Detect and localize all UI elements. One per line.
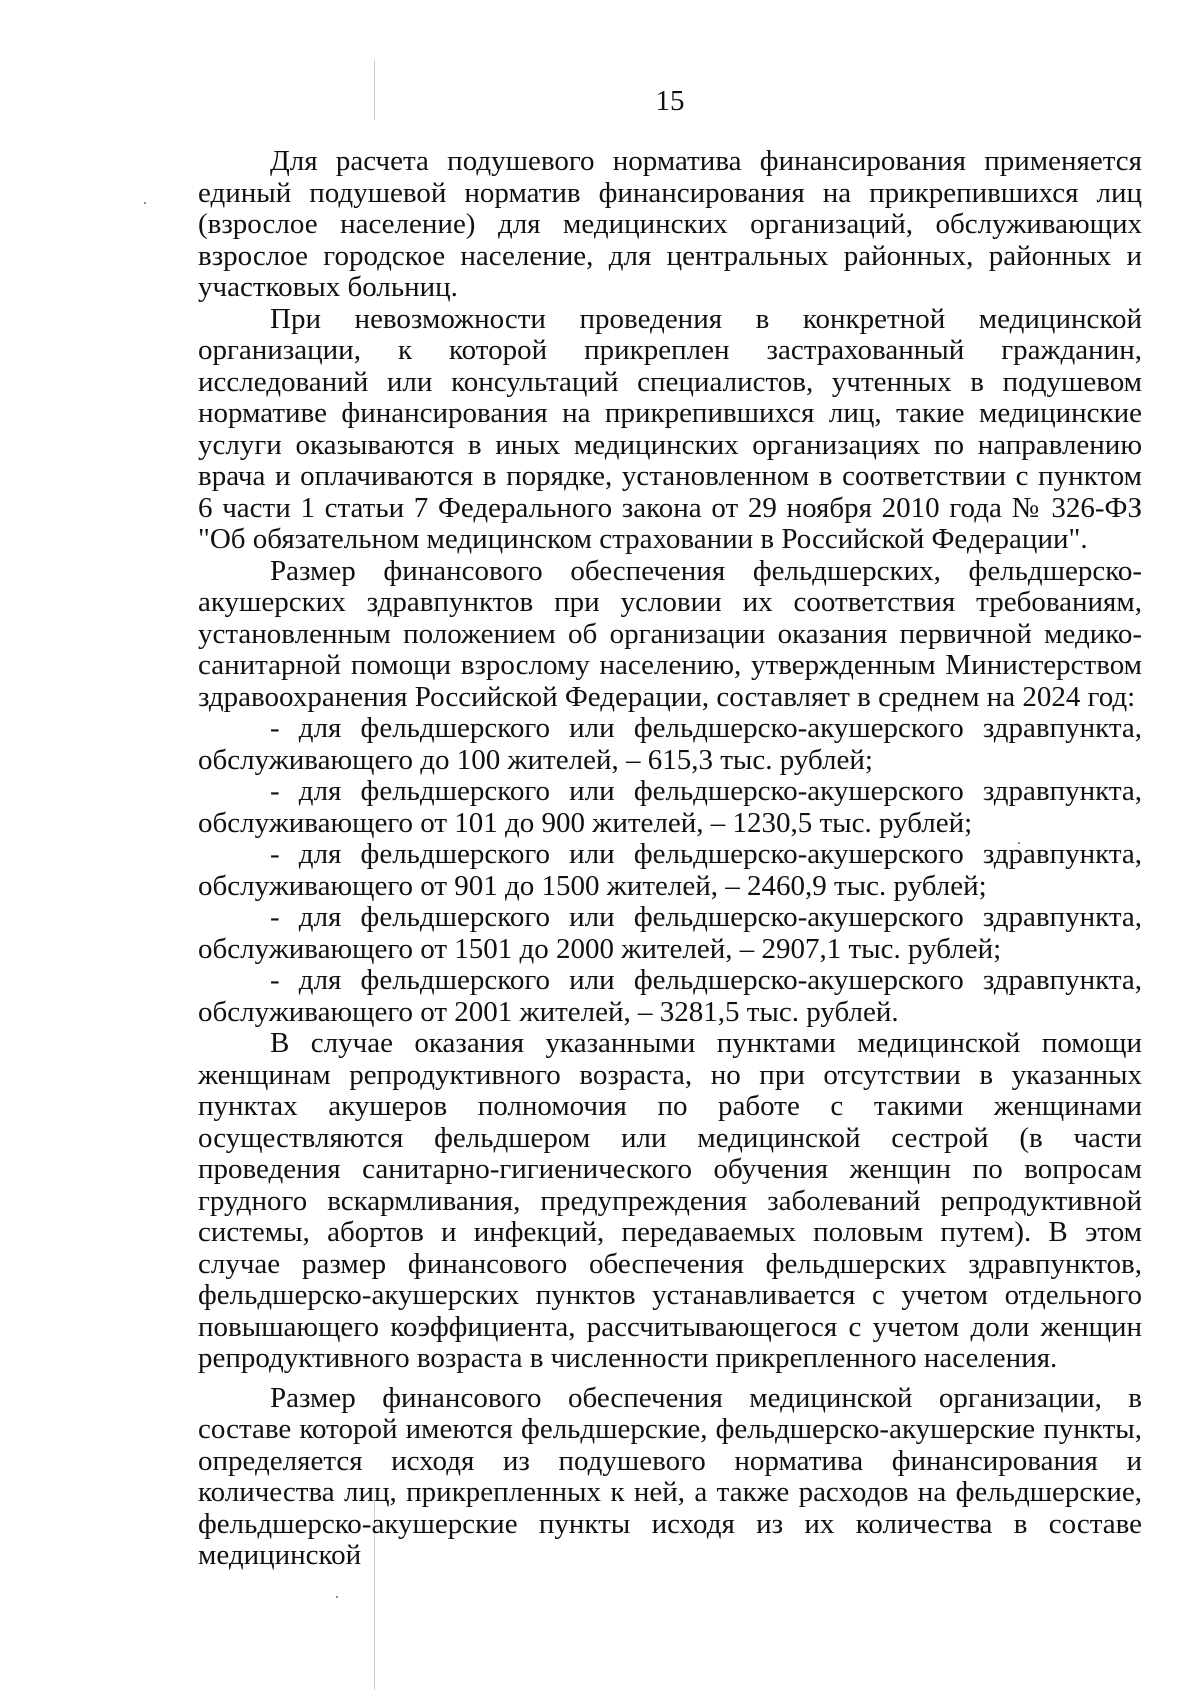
scan-artifact-dot (144, 202, 146, 204)
paragraph-fap-funding: Размер финансового обеспечения фельдшерских, фельдшерско-акушерских здравпунктов при условии их соответствия требованиям, установленным положением об организации оказания первичной медико-санитарной помощи взрослому населению, утвержденным Министерством здравоохранения Российской Федерации, составляет в среднем на 2024 год: (198, 554, 1142, 713)
list-item-fap-tier-1: - для фельдшерского или фельдшерско-акушерского здравпункта, обслуживающего до 100 жителей, – 615,3 тыс. рублей; (198, 712, 1142, 776)
paragraph-organization-funding: Размер финансового обеспечения медицинской организации, в составе которой имеются фельдшерские, фельдшерско-акушерские пункты, определяется исходя из подушевого норматива финансирования и количества лиц, прикрепленных к ней, а также расходов на фельдшерские, фельдшерско-акушерские пункты исходя из их количества в составе медицинской (198, 1381, 1142, 1571)
document-body (198, 146, 1142, 1572)
paragraph-reproductive-age: В случае оказания указанными пунктами медицинской помощи женщинам репродуктивного возраста, но при отсутствии в указанных пунктах акушеров полномочия по работе с такими женщинами осуществляются фельдшером или медицинской сестрой (в части проведения санитарно-гигиенического обучения женщин по вопросам грудного вскармливания, предупреждения заболеваний репродуктивной системы, абортов и инфекций, передаваемых половым путем). В этом случае размер финансового обеспечения фельдшерских здравпунктов, фельдшерско-акушерских пунктов устанавливается с учетом отдельного повышающего коэффициента, рассчитывающегося с учетом доли женщин репродуктивного возраста в численности прикрепленного населения. (198, 1027, 1142, 1374)
list-item-fap-tier-5: - для фельдшерского или фельдшерско-акушерского здравпункта, обслуживающего от 2001 жителей, – 3281,5 тыс. рублей. (198, 964, 1142, 1028)
list-item-fap-tier-2: - для фельдшерского или фельдшерско-акушерского здравпункта, обслуживающего от 101 до 900 жителей, – 1230,5 тыс. рублей; (198, 775, 1142, 839)
list-item-fap-tier-4: - для фельдшерского или фельдшерско-акушерского здравпункта, обслуживающего от 1501 до 2000 жителей, – 2907,1 тыс. рублей; (198, 901, 1142, 965)
paragraph-external-services: При невозможности проведения в конкретной медицинской организации, к которой прикреплен застрахованный гражданин, исследований или консультаций специалистов, учтенных в подушевом нормативе финансирования на прикрепившихся лиц, такие медицинские услуги оказываются в иных медицинских организациях по направлению врача и оплачиваются в порядке, установленном в соответствии с пунктом 6 части 1 статьи 7 Федерального закона от 29 ноября 2010 года № 326-ФЗ "Об обязательном медицинском страховании в Российской Федерации". (198, 302, 1142, 555)
page-number: 15 (655, 85, 685, 117)
paragraph-capitation-standard: Для расчета подушевого норматива финансирования применяется единый подушевой норматив финансирования на прикрепившихся лиц (взрослое население) для медицинских организаций, обслуживающих взрослое городское население, для центральных районных, районных и участковых больниц. (198, 145, 1142, 303)
list-item-fap-tier-3: - для фельдшерского или фельдшерско-акушерского здравпункта, обслуживающего от 901 до 1500 жителей, – 2460,9 тыс. рублей; (198, 838, 1142, 902)
scan-artifact-dot (336, 1596, 338, 1598)
